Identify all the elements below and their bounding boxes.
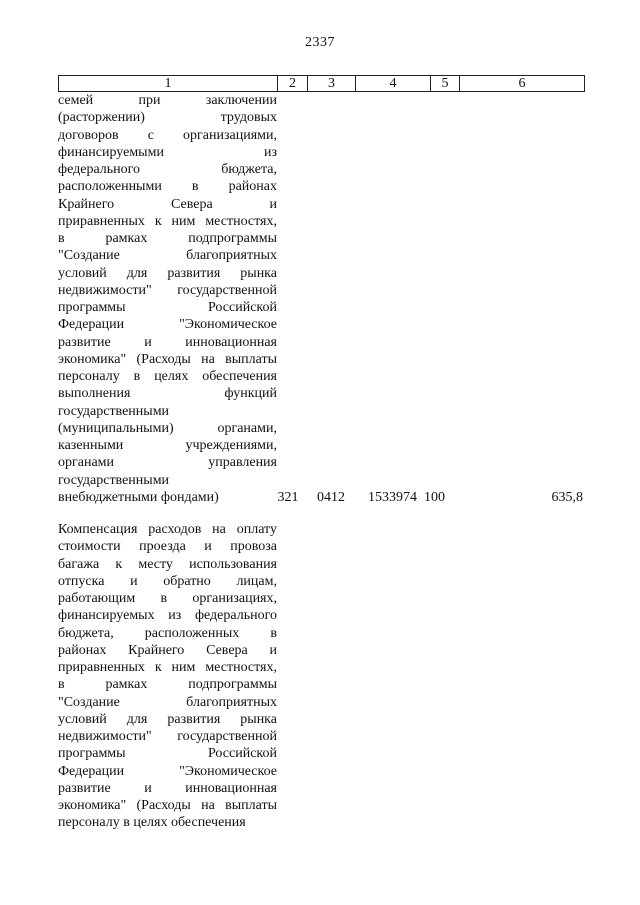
- description-line: Федерации "Экономическое: [58, 763, 277, 779]
- row-expense-type: 100: [424, 489, 445, 505]
- description-line: Федерации "Экономическое: [58, 317, 277, 333]
- description-line: приравненных к ним местностях,: [58, 660, 277, 675]
- description-line: федерального бюджета,: [58, 162, 277, 177]
- column-number-1: 1: [59, 76, 278, 91]
- row-section-code: 0412: [317, 489, 345, 505]
- description-line: работающим в организациях,: [58, 591, 277, 606]
- description-line: программы Российской: [58, 300, 277, 315]
- description-line: выполнения функций: [58, 386, 277, 402]
- description-line: органами управления: [58, 455, 277, 471]
- column-number-4: 4: [356, 76, 431, 91]
- description-line: развитие и инновационная: [58, 334, 277, 350]
- description-line: экономика" (Расходы на выплаты: [58, 351, 277, 367]
- description-line: недвижимости" государственной: [58, 282, 277, 298]
- description-line: бюджета, расположенных в: [58, 625, 277, 641]
- row-description: [58, 92, 277, 506]
- description-line: "Создание благоприятных: [58, 694, 277, 710]
- description-line: расположенными в районах: [58, 179, 277, 195]
- description-line: финансируемыми из: [58, 144, 277, 160]
- description-line: государственными: [58, 403, 170, 419]
- description-line: "Создание благоприятных: [58, 248, 277, 264]
- description-line: приравненных к ним местностях,: [58, 213, 277, 229]
- description-line: казенными учреждениями,: [58, 438, 277, 453]
- description-line: стоимости проезда и провоза: [58, 539, 277, 555]
- row-ministry-code: 321: [277, 489, 299, 505]
- column-number-5: 5: [431, 76, 460, 91]
- description-line: семей при заключении: [58, 93, 277, 108]
- table-header-row: [58, 75, 585, 92]
- description-line: внебюджетными фондами): [58, 489, 219, 505]
- description-line: условий для развития рынка: [58, 711, 277, 727]
- budget-table: [58, 75, 585, 832]
- table-row: [58, 521, 585, 832]
- description-line: (муниципальными) органами,: [58, 420, 277, 436]
- description-line: в рамках подпрограммы: [58, 231, 277, 246]
- column-number-3: 3: [308, 76, 356, 91]
- description-line: программы Российской: [58, 746, 277, 762]
- description-line: условий для развития рынка: [58, 265, 277, 281]
- description-line: районах Крайнего Севера и: [58, 642, 277, 658]
- description-line: в рамках подпрограммы: [58, 677, 277, 693]
- description-line: экономика" (Расходы на выплаты: [58, 798, 277, 813]
- description-line: персоналу в целях обеспечения: [58, 369, 277, 384]
- description-line: отпуска и обратно лицам,: [58, 573, 277, 589]
- description-line: Крайнего Севера и: [58, 196, 277, 212]
- description-line: (расторжении) трудовых: [58, 110, 277, 126]
- row-target-article: 1533974: [368, 489, 417, 505]
- column-number-6: 6: [518, 76, 526, 91]
- row-amount: 635,8: [551, 489, 583, 505]
- description-line: договоров с организациями,: [58, 127, 277, 143]
- page-number: 2337: [305, 35, 335, 50]
- description-line: государственными: [58, 472, 170, 488]
- description-line: недвижимости" государственной: [58, 729, 277, 744]
- description-line: Компенсация расходов на оплату: [58, 522, 277, 537]
- description-line: развитие и инновационная: [58, 780, 277, 796]
- description-line: багажа к месту использования: [58, 556, 277, 572]
- row-description: [58, 521, 277, 832]
- description-line: финансируемых из федерального: [58, 608, 277, 624]
- column-number-2: 2: [278, 76, 308, 91]
- table-row: [58, 92, 585, 506]
- description-line: персоналу в целях обеспечения: [58, 815, 246, 831]
